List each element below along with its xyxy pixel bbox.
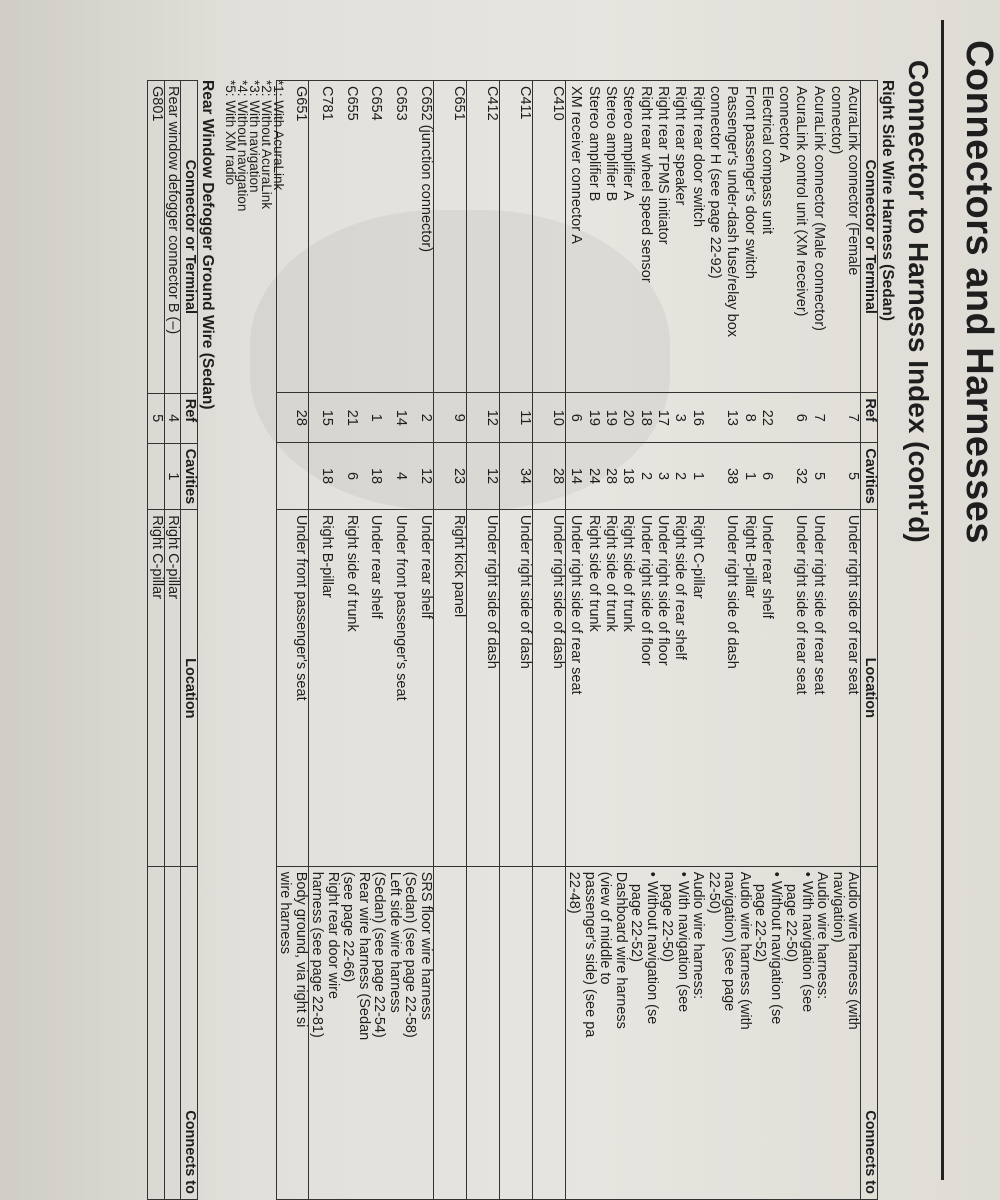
cell-connector: C652 (junction connector) [408,81,433,393]
cell-location: Right side of trunk [601,509,618,866]
cell-cavities: 34 [500,443,533,510]
cell-connector: connector A [774,81,791,393]
cell-location: Under right side of rear seat [566,509,584,866]
header-ref: Ref [861,393,878,443]
cell-ref: 14 [383,393,408,443]
section-title: Connector to Harness Index (cont'd) [903,60,934,543]
cell-connects-to [500,866,533,1199]
cell-cavities [705,443,722,510]
cell-ref: 28 [277,393,309,443]
table-row [148,81,165,1200]
cell-connects-to [533,866,566,1199]
footnote: *5: With XM radio [223,80,238,186]
table-row [408,81,433,1200]
cell-ref: 19 [583,393,600,443]
cell-location: Under right side of dash [500,509,533,866]
table-title: Right Side Wire Harness (Sedan) [879,80,896,322]
cell-cavities: 28 [601,443,618,510]
cell-ref: 2 [408,393,433,443]
rotated-document [120,20,1000,1194]
header-connector: Connector or Terminal [861,81,878,393]
cell-ref: 22 [757,393,774,443]
cell-connector: connector H (see page 22-92) [705,81,722,393]
connects-line: • With navigation (see [799,871,815,1013]
connects-line: harness (see page 22-81) [309,871,326,1038]
connects-line: Audio wire harness (with [845,871,862,1030]
cell-cavities: 23 [434,443,467,510]
connects-line: SRS floor wire harness [418,871,434,1021]
connects-line: (Sedan) (see page 22-54) [371,871,388,1038]
cell-ref: 15 [309,393,335,443]
table-row [533,81,566,1200]
cell-location: Under right side of dash [722,509,739,866]
connects-line: page 22-52) [752,871,769,963]
connects-line: passenger's side) (see pa [582,871,598,1038]
cell-cavities: 2 [670,443,687,510]
connects-line: 22-48) [566,871,583,914]
cell-connector: Passenger's under-dash fuse/relay box [722,81,739,393]
row-group [309,81,434,1200]
connects-line: (Sedan) (see page 22-58) [402,871,419,1038]
connects-line: (view of middle to [597,871,614,985]
connects-line: page 22-50) [783,871,800,963]
cell-ref: 11 [500,393,533,443]
cell-ref: 3 [670,393,687,443]
cell-cavities [277,443,309,510]
table2-header-row [181,81,198,1200]
cell-connector: AcuraLink control unit (XM receiver) [791,81,808,393]
cell-connects [148,867,165,1200]
cell-cavities [774,443,791,510]
cell-location: Right side of trunk [618,509,635,866]
cell-cavities: 14 [566,443,584,510]
cell-location: Under front passenger's seat [277,509,309,866]
header-cavities: Cavities [861,443,878,510]
table-row [165,81,182,1200]
cell-cavities: 32 [791,443,808,510]
cell-cavities: 1 [165,443,182,510]
connects-line: page 22-50) [659,871,676,963]
header-connects-to: Connects to [861,866,878,1199]
cell-ref: 10 [533,393,566,443]
cell-cavities: 18 [359,443,384,510]
row-group [434,81,467,1200]
cell-location: Right C-pillar [148,510,165,867]
cell-location: Right C-pillar [687,509,704,866]
cell-connector: C412 [467,81,500,393]
harness-table [276,80,878,1200]
cell-ref: 18 [635,393,652,443]
row-group [467,81,500,1200]
connects-line: Audio wire harness: [814,871,831,1000]
cell-ref [774,393,791,443]
cell-ref: 13 [722,393,739,443]
cell-connector: C653 [383,81,408,393]
cell-cavities: 38 [722,443,739,510]
header-ref: Ref [181,393,198,443]
row-group [566,81,862,1200]
cell-ref: 1 [359,393,384,443]
cell-cavities: 4 [383,443,408,510]
cell-cavities: 24 [583,443,600,510]
cell-location: Under rear shelf [757,509,774,866]
cell-location: Under right side of rear seat [843,509,861,866]
cell-location [774,509,791,866]
cell-cavities: 6 [334,443,359,510]
connects-line: Body ground, via right si [293,871,309,1028]
connects-line: Right rear door wire [325,871,341,1000]
cell-cavities [148,443,165,510]
cell-connector: XM receiver connector A [566,81,584,393]
table-header-row [861,81,878,1200]
connects-line: navigation) [830,871,846,943]
cell-location: Under right side of rear seat [809,509,826,866]
connects-line: Audio wire harness: [690,871,707,1000]
cell-cavities: 18 [618,443,635,510]
table-row [467,81,500,1200]
cell-ref: 6 [566,393,584,443]
cell-cavities: 1 [687,443,704,510]
cell-connector: Electrical compass unit [757,81,774,393]
cell-connects-to [434,866,467,1199]
cell-ref: 12 [467,393,500,443]
cell-location: Under right side of floor [635,509,652,866]
table-row [277,81,309,1200]
connects-line: • With navigation (see [675,871,691,1013]
cell-ref: 7 [809,393,826,443]
header-cavities: Cavities [181,443,198,510]
cell-connector: AcuraLink connector (Female [843,81,861,393]
cell-connector: Right rear wheel speed sensor [635,81,652,393]
footnotes [224,80,284,211]
cell-cavities: 3 [653,443,670,510]
cell-location: Right kick panel [434,509,467,866]
connects-line: Dashboard wire harness [613,871,629,1029]
cell-location: Under right side of dash [467,509,500,866]
cell-location: Under right side of floor [653,509,670,866]
cell-ref: 7 [843,393,861,443]
table2-title: Rear Window Defogger Ground Wire (Sedan) [199,80,216,410]
cell-location: Under right side of rear seat [791,509,808,866]
footnote: *4: Without navigation [235,80,250,212]
cell-connector: Right rear speaker [670,81,687,393]
cell-connector: G801 [148,81,165,394]
cell-cavities: 12 [408,443,433,510]
connects-line: Audio wire harness (with [737,871,753,1030]
cell-cavities: 1 [739,443,756,510]
cell-cavities: 6 [757,443,774,510]
cell-ref: 5 [148,393,165,443]
cell-location: Under rear shelf [359,509,384,866]
connects-line: (see page 22-66) [340,871,357,983]
cell-connector: AcuraLink connector (Male connector) [809,81,826,393]
cell-cavities [826,443,843,510]
table-row [434,81,467,1200]
connects-line: Left side wire harness [387,871,403,1013]
page-title: Connectors and Harnesses [958,40,1000,545]
footnote: *2: Without AcuraLink [259,80,274,210]
cell-location: Right B-pillar [309,509,335,866]
cell-cavities: 5 [843,443,861,510]
cell-location: Right side of rear shelf [670,509,687,866]
connects-line: • Without navigation (se [644,871,660,1025]
cell-connector: C410 [533,81,566,393]
cell-ref: 6 [791,393,808,443]
cell-connector: Right rear door switch [687,81,704,393]
cell-connector: Stereo amplifier A [618,81,635,393]
cell-connector: C411 [500,81,533,393]
cell-ref [705,393,722,443]
table-row [843,81,861,1200]
footnote: *1: With AcuraLink [271,80,286,191]
cell-connects-to [277,866,309,1199]
ground-wire-table [148,80,199,1200]
cell-cavities: 12 [467,443,500,510]
cell-connector: Rear window defogger connector B (–) [165,81,182,394]
cell-ref: 20 [618,393,635,443]
cell-location: Right C-pillar [165,510,182,867]
cell-cavities: 2 [635,443,652,510]
cell-connects-to [467,866,500,1199]
cell-connector: C655 [334,81,359,393]
cell-ref: 8 [739,393,756,443]
cell-cavities: 5 [809,443,826,510]
cell-location [826,509,843,866]
cell-connects [165,867,182,1200]
cell-ref: 4 [165,393,182,443]
cell-location [705,509,722,866]
table-row [500,81,533,1200]
cell-connects-to [309,866,434,1199]
cell-location: Right side of trunk [583,509,600,866]
cell-ref: 21 [334,393,359,443]
cell-location: Under rear shelf [408,509,433,866]
connects-line: 22-50) [706,871,722,914]
cell-connector: C654 [359,81,384,393]
header-connector: Connector or Terminal [181,81,198,394]
cell-location: Under front passenger's seat [383,509,408,866]
cell-connector: Stereo amplifier B [601,81,618,393]
cell-connector: C651 [434,81,467,393]
cell-ref: 17 [653,393,670,443]
cell-ref: 16 [687,393,704,443]
cell-location: Right side of trunk [334,509,359,866]
table2-body [148,81,181,1200]
cell-cavities: 18 [309,443,335,510]
cell-connector: connector) [826,81,843,393]
cell-connector: C781 [309,81,335,393]
cell-connects-to [566,866,862,1199]
connects-line: • Without navigation (se [768,871,784,1025]
row-group [277,81,309,1200]
connects-line: wire harness [277,871,294,954]
header-connects-to: Connects to [181,867,198,1200]
row-group [533,81,566,1200]
title-rule [941,20,944,1180]
cell-location: Right B-pillar [739,509,756,866]
connects-line: Rear wire harness (Sedan [356,871,372,1041]
cell-ref: 19 [601,393,618,443]
cell-ref: 9 [434,393,467,443]
connects-line: navigation) (see page [721,871,738,1012]
connects-line: page 22-52) [628,871,645,963]
cell-connector: Stereo amplifier B [583,81,600,393]
cell-location: Under right side of dash [533,509,566,866]
row-group [500,81,533,1200]
footnote: *3: With navigation [247,80,262,193]
cell-connector: Right rear TPMS initiator [653,81,670,393]
header-location: Location [861,509,878,866]
cell-connector: G651 [277,81,309,393]
cell-ref [826,393,843,443]
cell-cavities: 28 [533,443,566,510]
header-location: Location [181,510,198,867]
cell-connector: Front passenger's door switch [739,81,756,393]
